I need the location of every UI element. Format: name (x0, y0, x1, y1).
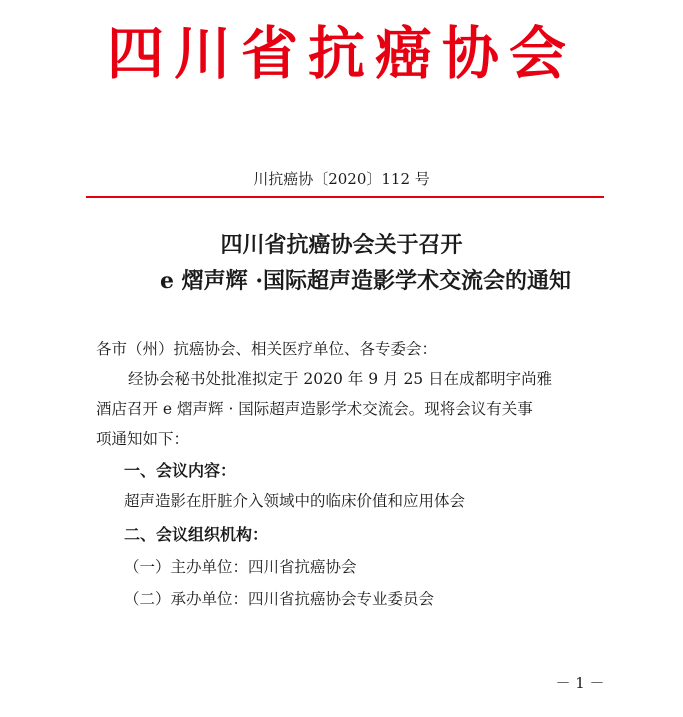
page-number: － 1 － (555, 674, 605, 692)
paragraph-line: 项通知如下： (96, 430, 190, 448)
paragraph-line: 经协会秘书处批准拟定于 2020 年 9 月 25 日在成都明宇尚雅 (128, 370, 553, 388)
organization-name-header: 四川省抗癌协会 (107, 21, 576, 87)
section-text: 超声造影在肝脏介入领域中的临床价值和应用体会 (124, 492, 466, 510)
document-number: 川抗癌协〔2020〕112 号 (253, 170, 430, 188)
red-divider (86, 196, 604, 198)
notice-title-line-2: e 熠声辉 ·国际超声造影学术交流会的通知 (160, 268, 571, 294)
section-heading: 一、会议内容： (124, 461, 237, 480)
list-item: （一）主办单位：四川省抗癌协会 (124, 558, 357, 576)
paragraph-line: 酒店召开 e 熠声辉 · 国际超声造影学术交流会。现将会议有关事 (96, 400, 533, 418)
section-heading: 二、会议组织机构： (124, 525, 269, 544)
salutation: 各市（州）抗癌协会、相关医疗单位、各专委会： (96, 340, 438, 358)
list-item: （二）承办单位：四川省抗癌协会专业委员会 (124, 590, 435, 608)
notice-title-line-1: 四川省抗癌协会关于召开 (220, 232, 463, 258)
